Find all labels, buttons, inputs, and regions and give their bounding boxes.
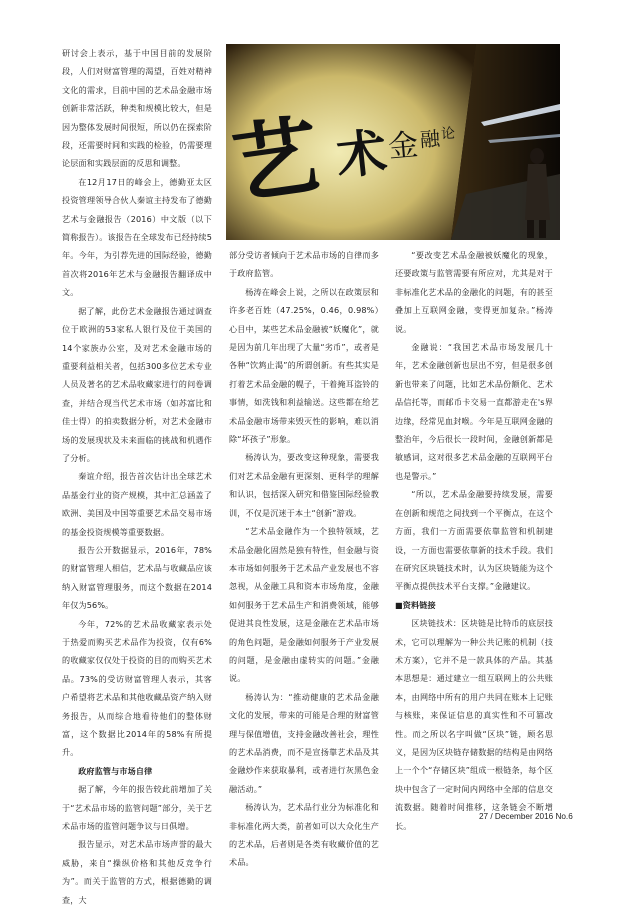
page-footer: 27 / December 2016 No.6 — [479, 812, 573, 821]
paragraph: “要改变艺术品金融被妖魔化的现象，还要政策与监管需要有所应对，尤其是对于非标准化艺术品的金融化的问题，有的甚至叠加上互联网金融，变得更加复杂。”杨涛说。 — [395, 250, 553, 334]
paragraph: 据了解，此份艺术金融报告通过调查位于欧洲的53家私人银行及位于美国的14个家族办公室，及对艺术金融市场的重要利益相关者，包括300多位艺术专业人员及著名的艺术品收藏家进行的问卷调查，并结合现当代艺术市场（如苏富比和佳士得）的拍卖数据分析，对艺术金融市场的发展现状及未来面临的挑战和机遇作了分析。 — [62, 305, 212, 463]
paragraph: 今年，72%的艺术品收藏家表示处于热爱而购买艺术品作为投资，仅有6%的收藏家仅仅处于投资的目的而购买艺术品。73%的受访财富管理人表示，其客户希望将艺术品和其他收藏品资产纳入财务报告，从而综合地看待他们的整体财富，这个数据比2014年的58%有所提升。 — [62, 618, 212, 758]
paragraph: 杨涛在峰会上说，之所以在政策层和许多老百姓（47.25%，0.46，0.98%）心目中，某些艺术品金融被“妖魔化”，就是因为前几年出现了大量“劣币”，或者是各种“饮鸩止渴”的所谓创新。有些其实是打着艺术品金融的幌子，干着掩耳盗铃的事情，如洗钱和利益输送。这些都在给艺术品金融市场带来毁灭性的影响，难以消除“坏孩子”形象。 — [229, 286, 379, 445]
paragraph: “艺术品金融作为一个独特领域，艺术品金融化固然是独有特性，但金融与资本市场如何服务于艺术品产业发展也不容忽视，从金融工具和资本市场角度，金融如何服务于艺术品生产和消费领域，能够促进其良性发展，这是金融在艺术品市场的角色问题，是金融如何服务于产业发展的问题，是金融由虚转实的问题。”金融说。 — [229, 526, 379, 684]
section-heading: 政府监管与市场自律 — [78, 765, 153, 776]
paragraph: 据了解，今年的报告较此前增加了关于“艺术品市场的监管问题”部分，关于艺术品市场的监管问题争议与日俱增。 — [62, 784, 212, 832]
paragraph: 杨涛认为，要改变这种现象，需要我们对艺术品金融有更深刻、更科学的理解和认识，包括深入研究和借鉴国际经验教训，不仅是沉迷于本土“创新”游戏。 — [229, 452, 379, 518]
paragraph: 报告公开数据显示，2016年，78%的财富管理人相信，艺术品与收藏品应该纳入财富管理服务，而这个数据在2014年仅为56%。 — [62, 544, 212, 611]
sign-char-4: 融 — [419, 126, 441, 152]
text-column-2 — [229, 246, 379, 872]
section-heading: ■资料链接 — [395, 599, 436, 610]
paragraph: 部分受访者倾向于艺术品市场的自律而多于政府监管。 — [229, 250, 379, 279]
sign-char-1: 艺 — [226, 104, 326, 217]
paragraph: 杨涛认为：“推动健康的艺术品金融文化的发展，带来的可能是合理的财富管理与保值增值，支持金融改善社会，理性的艺术品消费，而不是宣扬靠艺术品及其金融炒作来获取暴利，或者进行灰黑色金融活动。” — [229, 691, 379, 794]
paragraph: 秦谊介绍，报告首次估计出全球艺术品基金行业的资产规模，其中汇总涵盖了欧洲、美国及中国等重要艺术品交易市场的基金投资规模等重要数据。 — [62, 471, 212, 537]
sign-char-5: 论 — [440, 125, 456, 143]
paragraph: 在12月17日的峰会上，德勤亚太区投资管理领导合伙人秦谊主持发布了德勤艺术与金融报告（2016）中文版（以下简称报告）。该报告在全球发布已经持续5年。今年，为引荐先进的国际经验，德勤首次将2016年艺术与金融报告翻译成中文。 — [62, 176, 212, 298]
paragraph: “所以，艺术品金融要持续发展，需要在创新和规范之间找到一个平衡点，在这个方面，我们一方面需要依靠监管和机制建设，一方面也需要依靠新的技术手段。我们在研究区块链技术时，认为区块链能为这个平衡点提供技术平台支撑。”金融建议。 — [395, 489, 553, 592]
sign-char-2: 术 — [333, 121, 390, 186]
paragraph: 报告显示，对艺术品市场声誉的最大威胁，来自“操纵价格和其他反竞争行为”。而关于监管的方式，根据德勤的调查，大 — [62, 839, 212, 905]
text-column-1 — [62, 44, 212, 909]
paragraph: 杨涛认为，艺术品行业分为标准化和非标准化两大类，前者如可以大众化生产的艺术品，后者则是各类有收藏价值的艺术品。 — [229, 802, 379, 868]
illustration-photo — [226, 44, 560, 240]
art-finance-sign-image — [226, 44, 560, 240]
text-column-3 — [395, 246, 553, 835]
paragraph: 研讨会上表示，基于中国目前的发展阶段，人们对财富管理的渴望，百姓对精神文化的需求，目前中国的艺术品金融市场创新非常活跃，种类和规模比较大，但是因为整体发展时间很短，所以仍在探索阶段，还需要时间和实践的检验，仍需要理论层面和实践层面的反思和调整。 — [62, 48, 212, 169]
paragraph: 区块链技术：区块链是比特币的底层技术，它可以理解为一种公共记账的机制（技术方案），它并不是一款具体的产品。其基本思想是：通过建立一组互联网上的公共账本，由网络中所有的用户共同在账本上记账与核账，来保证信息的真实性和不可篡改性。而之所以名字叫做“区块”链，顾名思义，是因为区块链存储数据的结构是由网络上一个个“存储区块”组成一根链条，每个区块中包含了一定时间内网络中全部的信息交流数据。随着时间推移，这条链会不断增长。 — [395, 618, 553, 831]
sign-char-3: 金 — [386, 127, 420, 166]
paragraph: 金融说：“我国艺术品市场发展几十年，艺术金融创新也层出不穷，但是很多创新也带来了问题，比如艺术品份额化、艺术品信托等，而邮币卡交易一直都游走在's界边缘，经常见血封喉。今年是互联网金融的整治年，今后很长一段时间，金融创新都是敏感词，这对很多艺术品金融的互联网平台也是警示。” — [395, 342, 553, 481]
